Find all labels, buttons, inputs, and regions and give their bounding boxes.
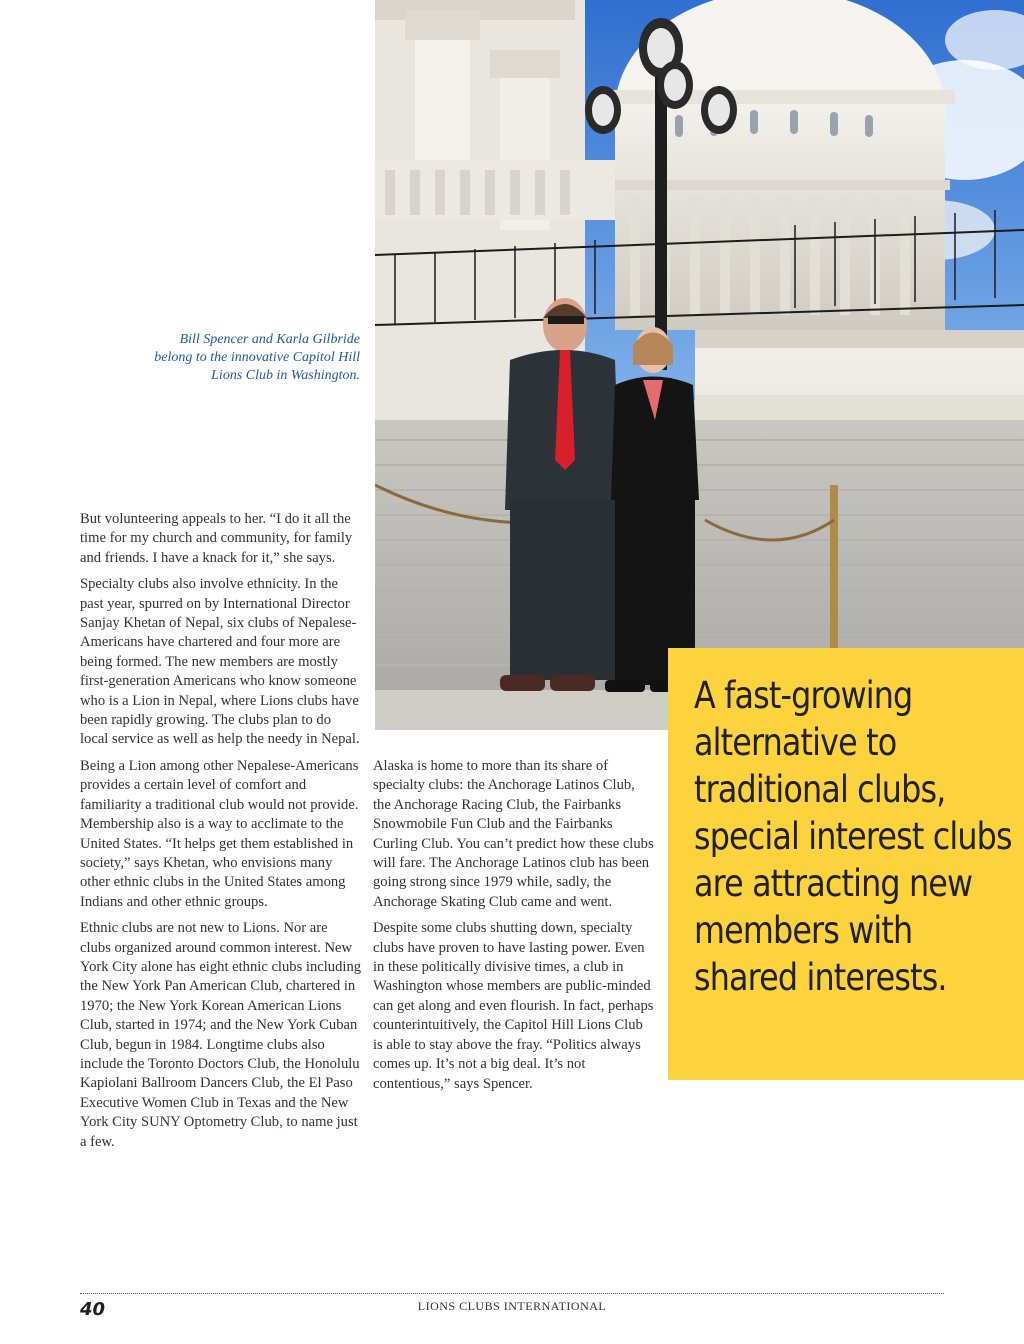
photo-caption: Bill Spencer and Karla Gilbride belong to the innovative Capitol Hill Lions Club in Washington. [154, 332, 360, 383]
paragraph: Despite some clubs shutting down, specialty clubs have proven to have lasting power. Even in these politically divisive times, a club in Washington whose members are public-minded can get along and even flourish. In fact, perhaps counterintuitively, the Capitol Hill Lions Club is able to stay above the fray. “Politics always comes up. It’s not a big deal. It’s not contentious,” says Spencer. [373, 920, 654, 1092]
pull-quote-box [668, 648, 1024, 1080]
paragraph: But volunteering appeals to her. “I do it all the time for my church and community, for family and friends. I have a knack for it,” she says. [80, 511, 353, 566]
paragraph: Being a Lion among other Nepalese-Americans provides a certain level of comfort and familiarity a traditional club would not provide. Membership also is a way to acclimate to the United States. “It helps get them established in society,” says Khetan, who envisions many other ethnic clubs in the United States among Indians and other ethnic groups. [80, 757, 359, 910]
left-column [80, 510, 362, 1159]
capitol-photo [375, 0, 1024, 730]
paragraph: Alaska is home to more than its share of specialty clubs: the Anchorage Latinos Club, the Anchorage Racing Club, the Fairbanks Snowmobile Fun Club and the Fairbanks Curling Club. You can’t predict how these clubs will fare. The Anchorage Latinos club has been going strong since 1979 while, sadly, the Anchorage Skating Club came and went. [373, 758, 654, 910]
page-number: 40 [80, 1299, 106, 1320]
middle-column [373, 757, 655, 1101]
footer-divider [80, 1293, 944, 1294]
paragraph: Specialty clubs also involve ethnicity. In the past year, spurred on by International Director Sanjay Khetan of Nepal, six clubs of Nepalese-Americans have chartered and four more are being formed. The new members are mostly first-generation Americans who know someone who is a Lion in Nepal, where Lions clubs have been rapidly growing. The clubs plan to do local service as well as help the needy in Nepal. [80, 576, 360, 748]
publication-name: LIONS CLUBS INTERNATIONAL [417, 1299, 607, 1313]
paragraph: Ethnic clubs are not new to Lions. Nor are clubs organized around common interest. New York City alone has eight ethnic clubs including the New York Pan American Club, chartered in 1970; the New York Korean American Lions Club, started in 1974; and the New York Cuban Club, begun in 1984. Longtime clubs also include the Toronto Doctors Club, the Honolulu Kapiolani Ballroom Dancers Club, the El Paso Executive Women Club in Texas and the New York City SUNY Optometry Club, to name just a few. [80, 920, 362, 1150]
pull-quote-text: A fast-growing alternative to traditional clubs, special interest clubs are attracting new members with shared interests. [694, 674, 1012, 999]
